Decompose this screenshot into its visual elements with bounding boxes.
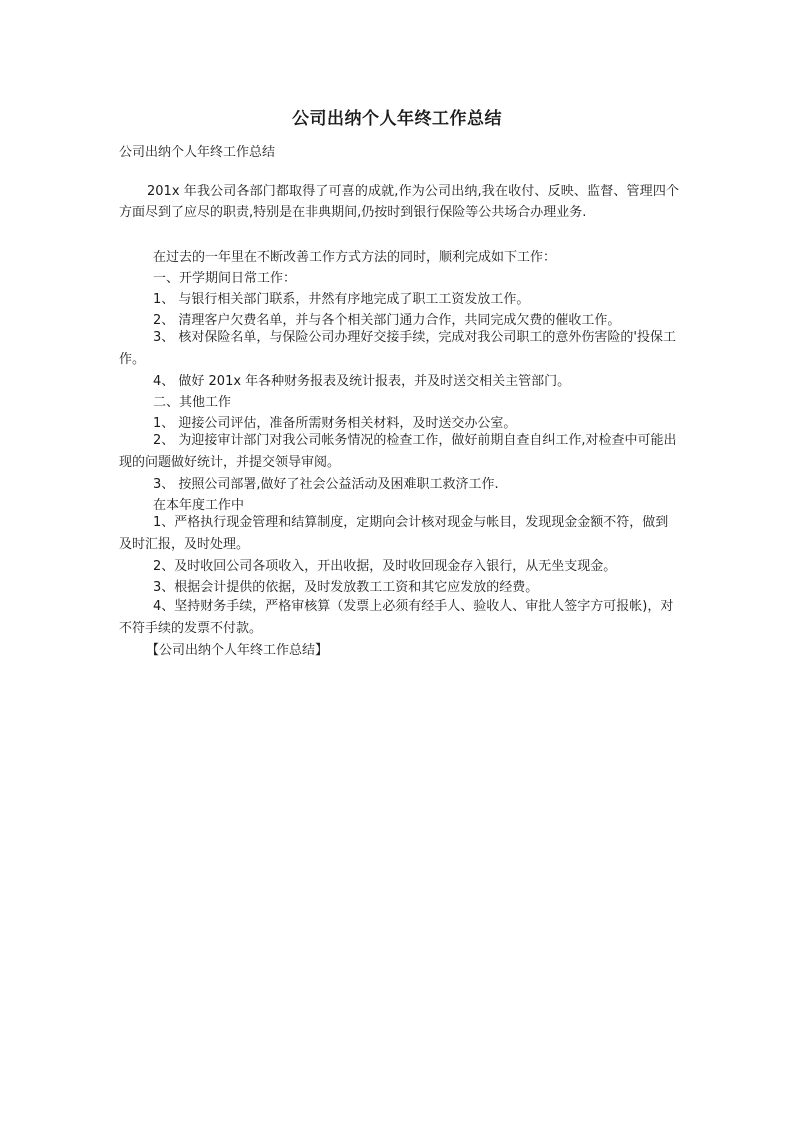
section1-item: 1、 与银行相关部门联系，井然有序地完成了职工工资发放工作。 — [153, 292, 530, 307]
section3-item: 4、坚持财务手续，严格审核算（发票上必须有经手人、验收人、审批人签字方可报帐)，对不符手续的发票不付款。 — [119, 599, 674, 636]
lead-text: 在过去的一年里在不断改善工作方式方法的同时，顺利完成如下工作： — [153, 250, 557, 265]
section1-item: 3、 核对保险名单，与保险公司办理好交接手续，完成对我公司职工的意外伤害险的'投保工作。 — [119, 330, 676, 367]
section1-item: 4、 做好 201x 年各种财务报表及统计报表，并及时送交相关主管部门。 — [153, 374, 571, 389]
section3-item: 3、根据会计提供的依据，及时发放教工工资和其它应发放的经费。 — [153, 580, 539, 595]
section1-heading: 一、开学期间日常工作： — [153, 271, 297, 286]
intro-paragraph: 201x 年我公司各部门都取得了可喜的成就,作为公司出纳,我在收付、反映、监督、管理四个方面尽到了应尽的职责,特别是在非典期间,仍按时到银行保险等公共场合办理业务. — [119, 184, 679, 220]
page-title: 公司出纳个人年终工作总结 — [292, 109, 502, 129]
section3-heading: 在本年度工作中 — [153, 498, 245, 513]
section1-item: 2、 清理客户欠费名单，并与各个相关部门通力合作，共同完成欠费的催收工作。 — [153, 313, 621, 328]
closing-text: 【公司出纳个人年终工作总结】 — [146, 643, 329, 658]
section2-item: 1、 迎接公司评估，准备所需财务相关材料，及时送交办公室。 — [153, 416, 517, 431]
section2-item: 3、 按照公司部署,做好了社会公益活动及困难职工救济工作. — [153, 477, 499, 492]
section3-item: 2、及时收回公司各项收入，开出收据，及时收回现金存入银行，从无坐支现金。 — [153, 559, 617, 574]
section2-item: 2、 为迎接审计部门对我公司帐务情况的检查工作，做好前期自查自纠工作,对检查中可能出现的问题做好统计，并提交领导审阅。 — [119, 433, 677, 470]
section3-item: 1、严格执行现金管理和结算制度，定期向会计核对现金与帐目，发现现金金额不符，做到及时汇报，及时处理。 — [119, 515, 669, 552]
section2-heading: 二、其他工作 — [153, 395, 232, 410]
document-subtitle: 公司出纳个人年终工作总结 — [119, 145, 276, 160]
